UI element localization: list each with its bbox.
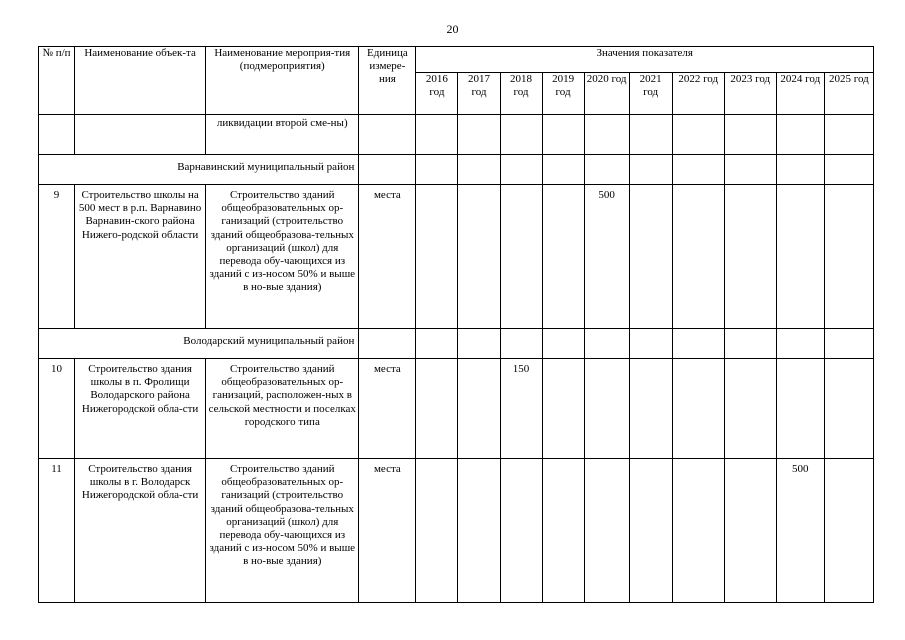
row-measure: Строительство зданий общеобразовательных ор-ганизаций (строительство зданий общеобразова-тельных организаций (школ) для перевода обу-чающихся из зданий с из-носом 50% и выше в но-вые здания) <box>206 185 359 329</box>
header-measure: Наименование мероприя-тия (подмероприятия) <box>206 47 359 115</box>
continuation-measure: ликвидации второй сме-ны) <box>206 115 359 155</box>
indicator-table <box>38 46 874 603</box>
value-cell <box>824 185 873 329</box>
district-row <box>39 155 874 185</box>
value-cell <box>458 185 500 329</box>
header-year: 2020 год <box>584 73 629 115</box>
row-measure: Строительство зданий общеобразовательных ор-ганизаций, расположен-ных в сельской местности и поселках городского типа <box>206 359 359 459</box>
header-year: 2023 год <box>724 73 776 115</box>
value-cell <box>416 359 458 459</box>
header-row <box>39 47 874 73</box>
header-year: 2024 год <box>776 73 824 115</box>
value-cell <box>672 359 724 459</box>
header-year: 2019 год <box>542 73 584 115</box>
header-values: Значения показателя <box>416 47 874 73</box>
header-year: 2018 год <box>500 73 542 115</box>
value-cell <box>724 459 776 603</box>
value-cell <box>629 459 672 603</box>
continuation-row <box>39 115 874 155</box>
header-year: 2021 год <box>629 73 672 115</box>
row-unit: места <box>359 185 416 329</box>
value-cell <box>542 359 584 459</box>
header-year: 2016 год <box>416 73 458 115</box>
row-object: Строительство здания школы в п. Фролищи Володарского района Нижегородской обла-сти <box>75 359 206 459</box>
value-cell <box>458 459 500 603</box>
value-cell <box>724 359 776 459</box>
header-object: Наименование объек-та <box>75 47 206 115</box>
table-row <box>39 185 874 329</box>
value-cell: 500 <box>584 185 629 329</box>
row-measure: Строительство зданий общеобразовательных ор-ганизаций (строительство зданий общеобразова-тельных организаций (школ) для перевода обу-чающихся из зданий с из-носом 50% и выше в но-вые здания) <box>206 459 359 603</box>
value-cell <box>584 359 629 459</box>
value-cell <box>776 359 824 459</box>
value-cell <box>542 459 584 603</box>
value-cell <box>416 185 458 329</box>
header-year: 2017 год <box>458 73 500 115</box>
table-row <box>39 459 874 603</box>
value-cell <box>629 185 672 329</box>
row-object: Строительство здания школы в г. Володарск Нижегородской обла-сти <box>75 459 206 603</box>
value-cell: 500 <box>776 459 824 603</box>
district-name: Варнавинский муниципальный район <box>39 155 359 185</box>
header-year: 2025 год <box>824 73 873 115</box>
value-cell <box>542 185 584 329</box>
row-num: 9 <box>39 185 75 329</box>
row-unit: места <box>359 459 416 603</box>
value-cell <box>776 185 824 329</box>
value-cell: 150 <box>500 359 542 459</box>
value-cell <box>629 359 672 459</box>
district-row <box>39 329 874 359</box>
value-cell <box>500 459 542 603</box>
value-cell <box>824 459 873 603</box>
header-year: 2022 год <box>672 73 724 115</box>
value-cell <box>416 459 458 603</box>
value-cell <box>672 459 724 603</box>
district-name: Володарский муниципальный район <box>39 329 359 359</box>
value-cell <box>584 459 629 603</box>
header-num: № п/п <box>39 47 75 115</box>
row-num: 10 <box>39 359 75 459</box>
value-cell <box>672 185 724 329</box>
row-unit: места <box>359 359 416 459</box>
header-unit: Единица измере-ния <box>359 47 416 115</box>
value-cell <box>824 359 873 459</box>
value-cell <box>500 185 542 329</box>
table-row <box>39 359 874 459</box>
row-object: Строительство школы на 500 мест в р.п. Варнавино Варнавин-ского района Нижего-родской области <box>75 185 206 329</box>
row-num: 11 <box>39 459 75 603</box>
page-number: 20 <box>446 22 459 36</box>
value-cell <box>458 359 500 459</box>
value-cell <box>724 185 776 329</box>
